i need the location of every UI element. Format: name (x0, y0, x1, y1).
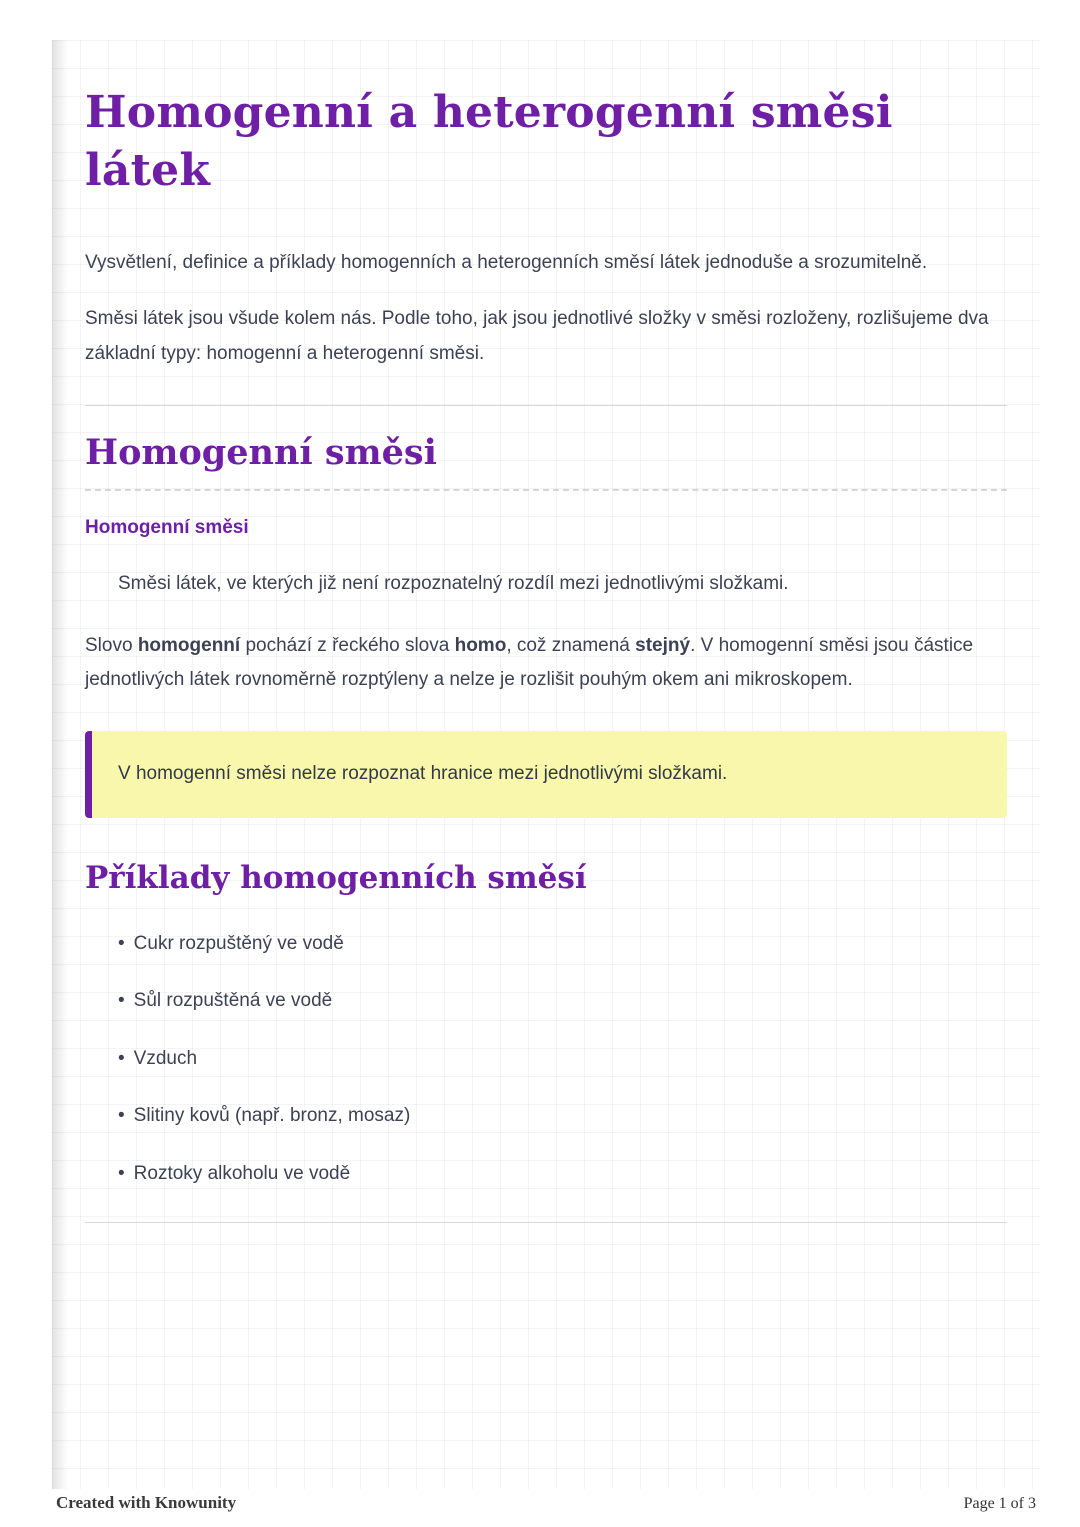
text-segment: . V homogenní směsi jsou částice jednotlivých látek rovnoměrně rozptýleny a nelze je rozlišit pouhým okem ani mikroskopem. (85, 634, 974, 691)
intro-paragraph: Vysvětlení, definice a příklady homogenních a heterogenních směsí látek jednoduše a srozumitelně. (85, 252, 928, 274)
overview-paragraph: Směsi látek jsou všude kolem nás. Podle toho, jak jsou jednotlivé složky v směsi rozloženy, rozlišujeme dva základní typy: homogenní a heterogenní směsi. (85, 308, 989, 364)
bold-term-homogenni: homogenní (137, 634, 241, 656)
text-segment: pochází z řeckého slova (240, 634, 455, 656)
highlight-callout (85, 731, 1007, 818)
list-item-roztoky: • Roztoky alkoholu ve vodě (118, 1160, 1007, 1189)
section-divider (85, 405, 1007, 406)
document-content (52, 40, 1040, 1223)
bottom-divider (85, 1222, 1007, 1223)
footer-created-with: Created with Knowunity (56, 1493, 237, 1512)
examples-heading: Příklady homogenních směsí (85, 859, 587, 896)
callout-text: V homogenní směsi nelze rozpoznat hranice mezi jednotlivými složkami. (118, 763, 728, 785)
examples-list (118, 930, 1007, 1189)
dashed-divider (85, 489, 1007, 491)
subheading-homogenni-smesi: Homogenní směsi (85, 516, 249, 538)
list-item-sul: • Sůl rozpuštěná ve vodě (118, 987, 1007, 1016)
bold-term-stejny: stejný (635, 634, 691, 656)
list-item-cukr: • Cukr rozpuštěný ve vodě (118, 930, 1007, 959)
footer-page-number: Page 1 of 3 (963, 1495, 1036, 1512)
text-segment: Slovo (85, 634, 138, 656)
page-footer (56, 1493, 1036, 1513)
list-item-vzduch: • Vzduch (118, 1045, 1007, 1074)
list-item-slitiny: • Slitiny kovů (např. bronz, mosaz) (118, 1102, 1007, 1131)
paper-grid-background (52, 40, 1040, 1489)
page-title: Homogenní a heterogenní směsi látek (85, 87, 893, 197)
bold-term-homo: homo (454, 634, 507, 656)
etymology-paragraph (85, 629, 1007, 697)
definition-text: Směsi látek, ve kterých již není rozpoznatelný rozdíl mezi jednotlivými složkami. (118, 572, 789, 594)
text-segment: , což znamená (506, 634, 636, 656)
section-heading-homogenni-smesi: Homogenní směsi (85, 431, 437, 473)
